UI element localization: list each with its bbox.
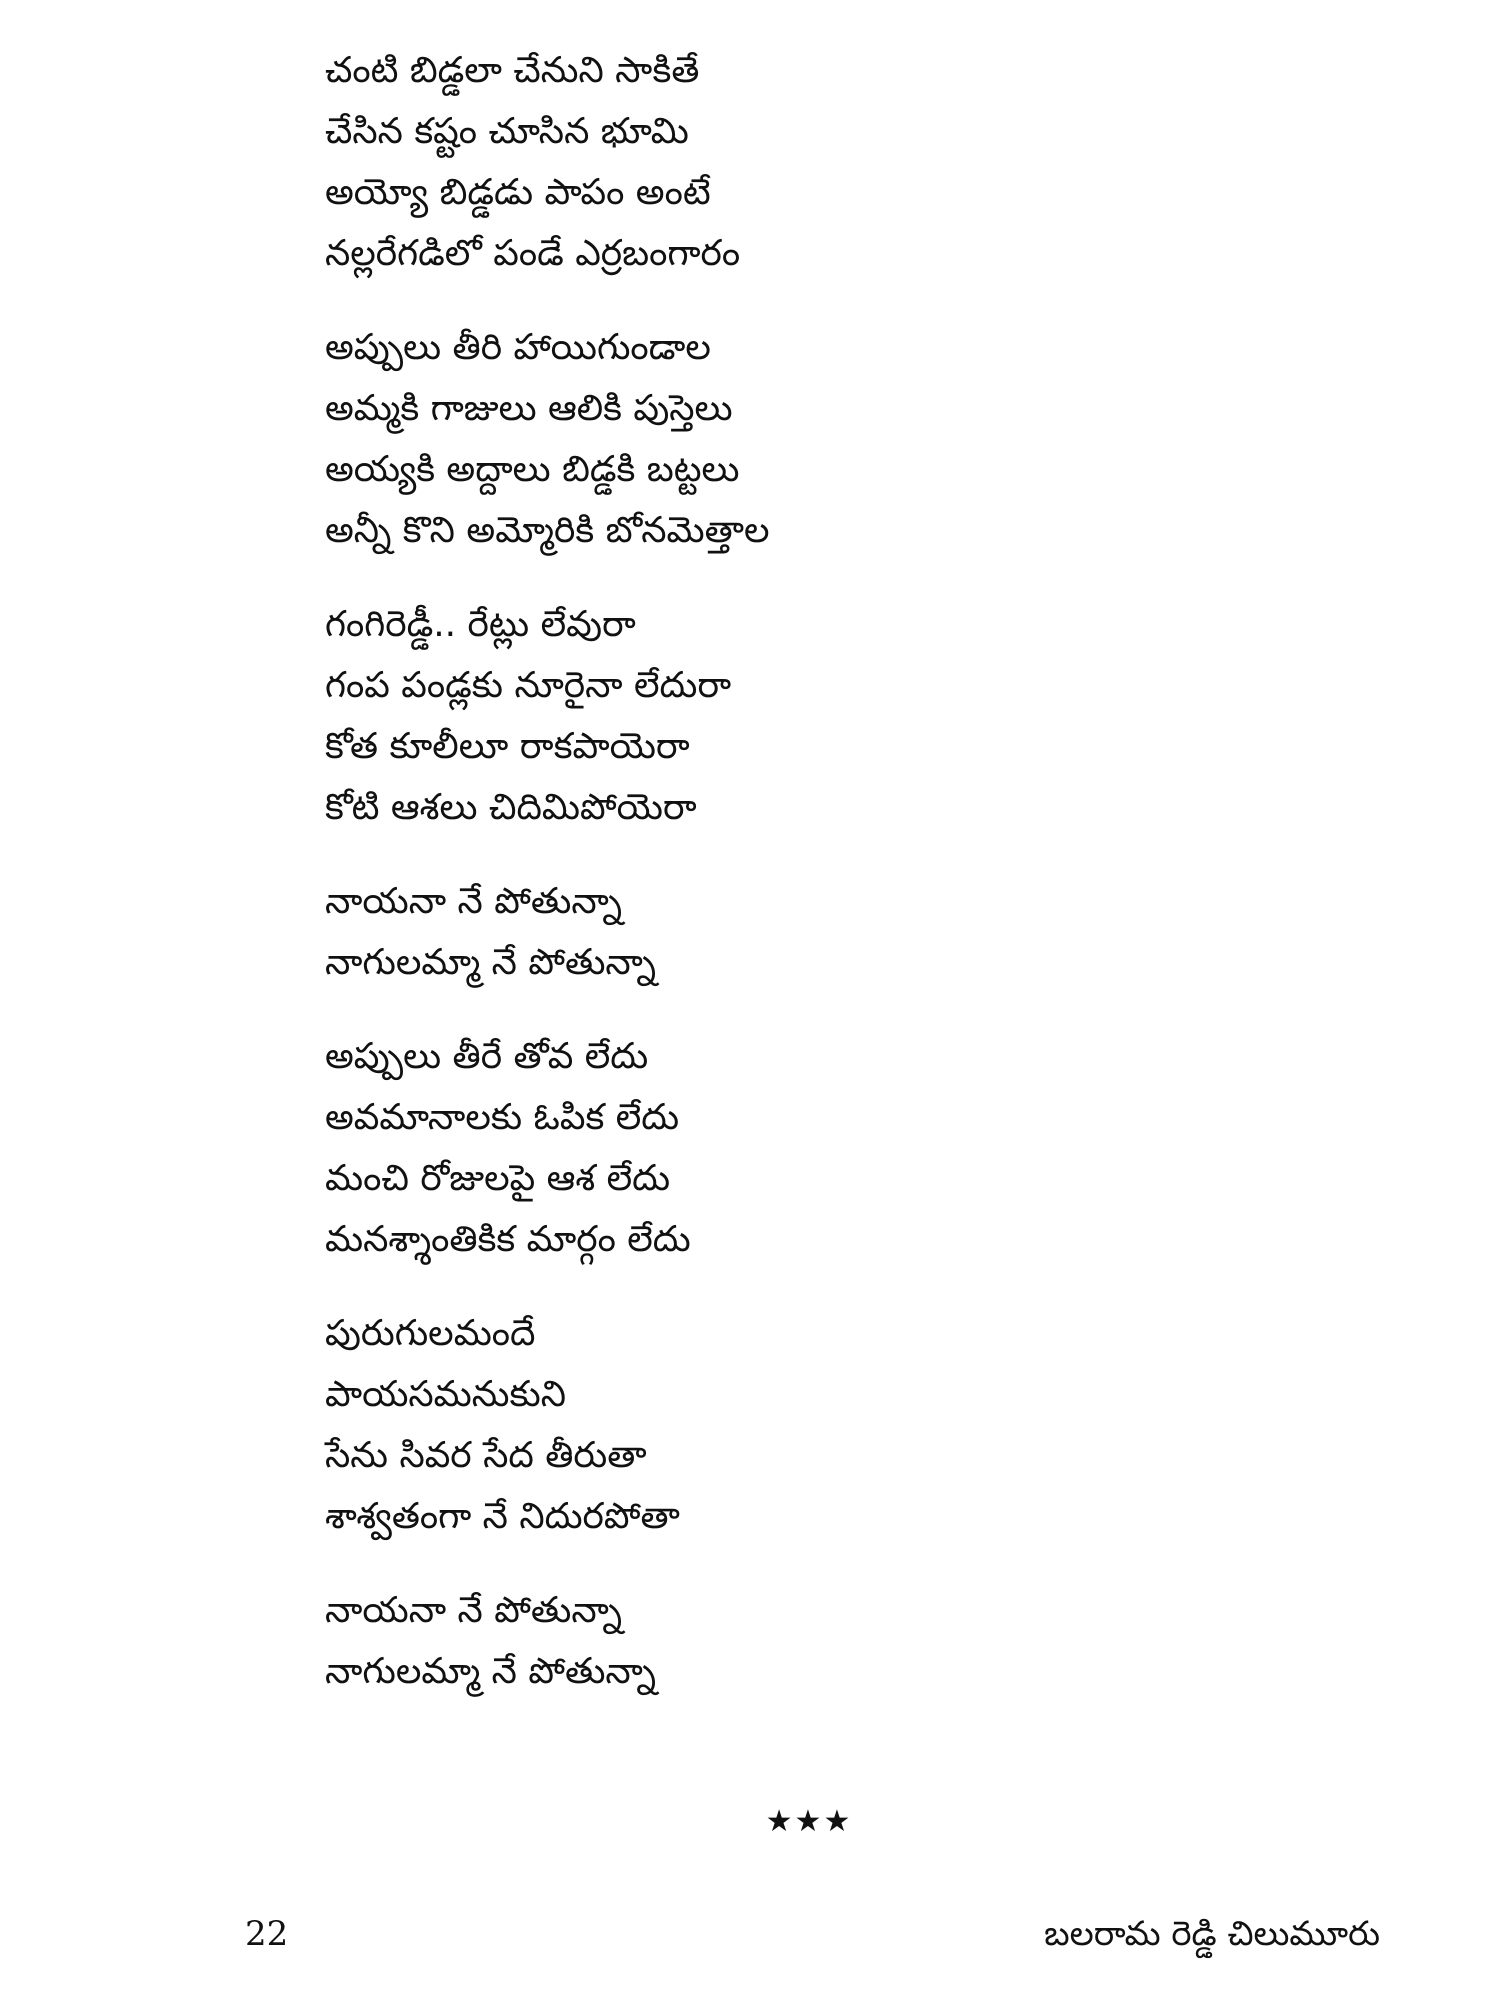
stanza <box>325 594 1325 838</box>
page-number: 22 <box>245 1914 289 1954</box>
poem-line: కోటి ఆశలు చిదిమిపోయెరా <box>325 787 697 828</box>
poem-line: చేసిన కష్టం చూసిన భూమి <box>325 111 689 152</box>
poem-line: అయ్యో బిడ్డడు పాపం అంటే <box>325 172 711 213</box>
author-name: బలరామ రెడ్డి చిలుమూరు <box>1044 1914 1380 1954</box>
poem-line: పాయసమనుకుని <box>325 1374 567 1415</box>
poem-line: మనశ్శాంతికిక మార్గం లేదు <box>325 1219 691 1260</box>
poem-line: పురుగులమందే <box>325 1313 536 1354</box>
poem-line: అన్నీ కొని అమ్మోరికి బోనమెత్తాల <box>325 510 770 551</box>
poem-line: నాయనా నే పోతున్నా <box>325 881 622 922</box>
poem-line: నాగులమ్మా నే పోతున్నా <box>325 942 657 983</box>
poem-line: నాయనా నే పోతున్నా <box>325 1590 622 1631</box>
stanza <box>325 1580 1325 1702</box>
poem-line: శాశ్వతంగా నే నిదురపోతా <box>325 1496 680 1537</box>
poem-line: నాగులమ్మా నే పోతున్నా <box>325 1651 657 1692</box>
stanza <box>325 871 1325 993</box>
poem-line: అప్పులు తీరే తోవ లేదు <box>325 1036 649 1077</box>
poem-line: అవమానాలకు ఓపిక లేదు <box>325 1097 680 1138</box>
poem-line: అయ్యకి అద్దాలు బిడ్డకి బట్టలు <box>325 449 740 490</box>
section-separator: ★★★ <box>765 1804 853 1839</box>
poem <box>325 40 1325 1735</box>
stanza <box>325 317 1325 561</box>
poem-line: మంచి రోజులపై ఆశ లేదు <box>325 1158 671 1199</box>
poem-line: అమ్మకి గాజులు ఆలికి పుస్తెలు <box>325 388 733 429</box>
poem-line: అప్పులు తీరి హాయిగుండాల <box>325 327 711 368</box>
stanza <box>325 1303 1325 1547</box>
poem-line: గంగిరెడ్డీ.. రేట్లు లేవురా <box>325 604 636 645</box>
stanza <box>325 1026 1325 1270</box>
poem-line: నల్లరేగడిలో పండే ఎర్రబంగారం <box>325 233 741 274</box>
stanza <box>325 40 1325 284</box>
poem-line: కోత కూలీలూ రాకపాయెరా <box>325 726 690 767</box>
poem-line: గంప పండ్లకు నూరైనా లేదురా <box>325 665 732 706</box>
poem-line: చంటి బిడ్డలా చేనుని సాకితే <box>325 50 700 91</box>
poem-line: సేను సివర సేద తీరుతా <box>325 1435 647 1476</box>
